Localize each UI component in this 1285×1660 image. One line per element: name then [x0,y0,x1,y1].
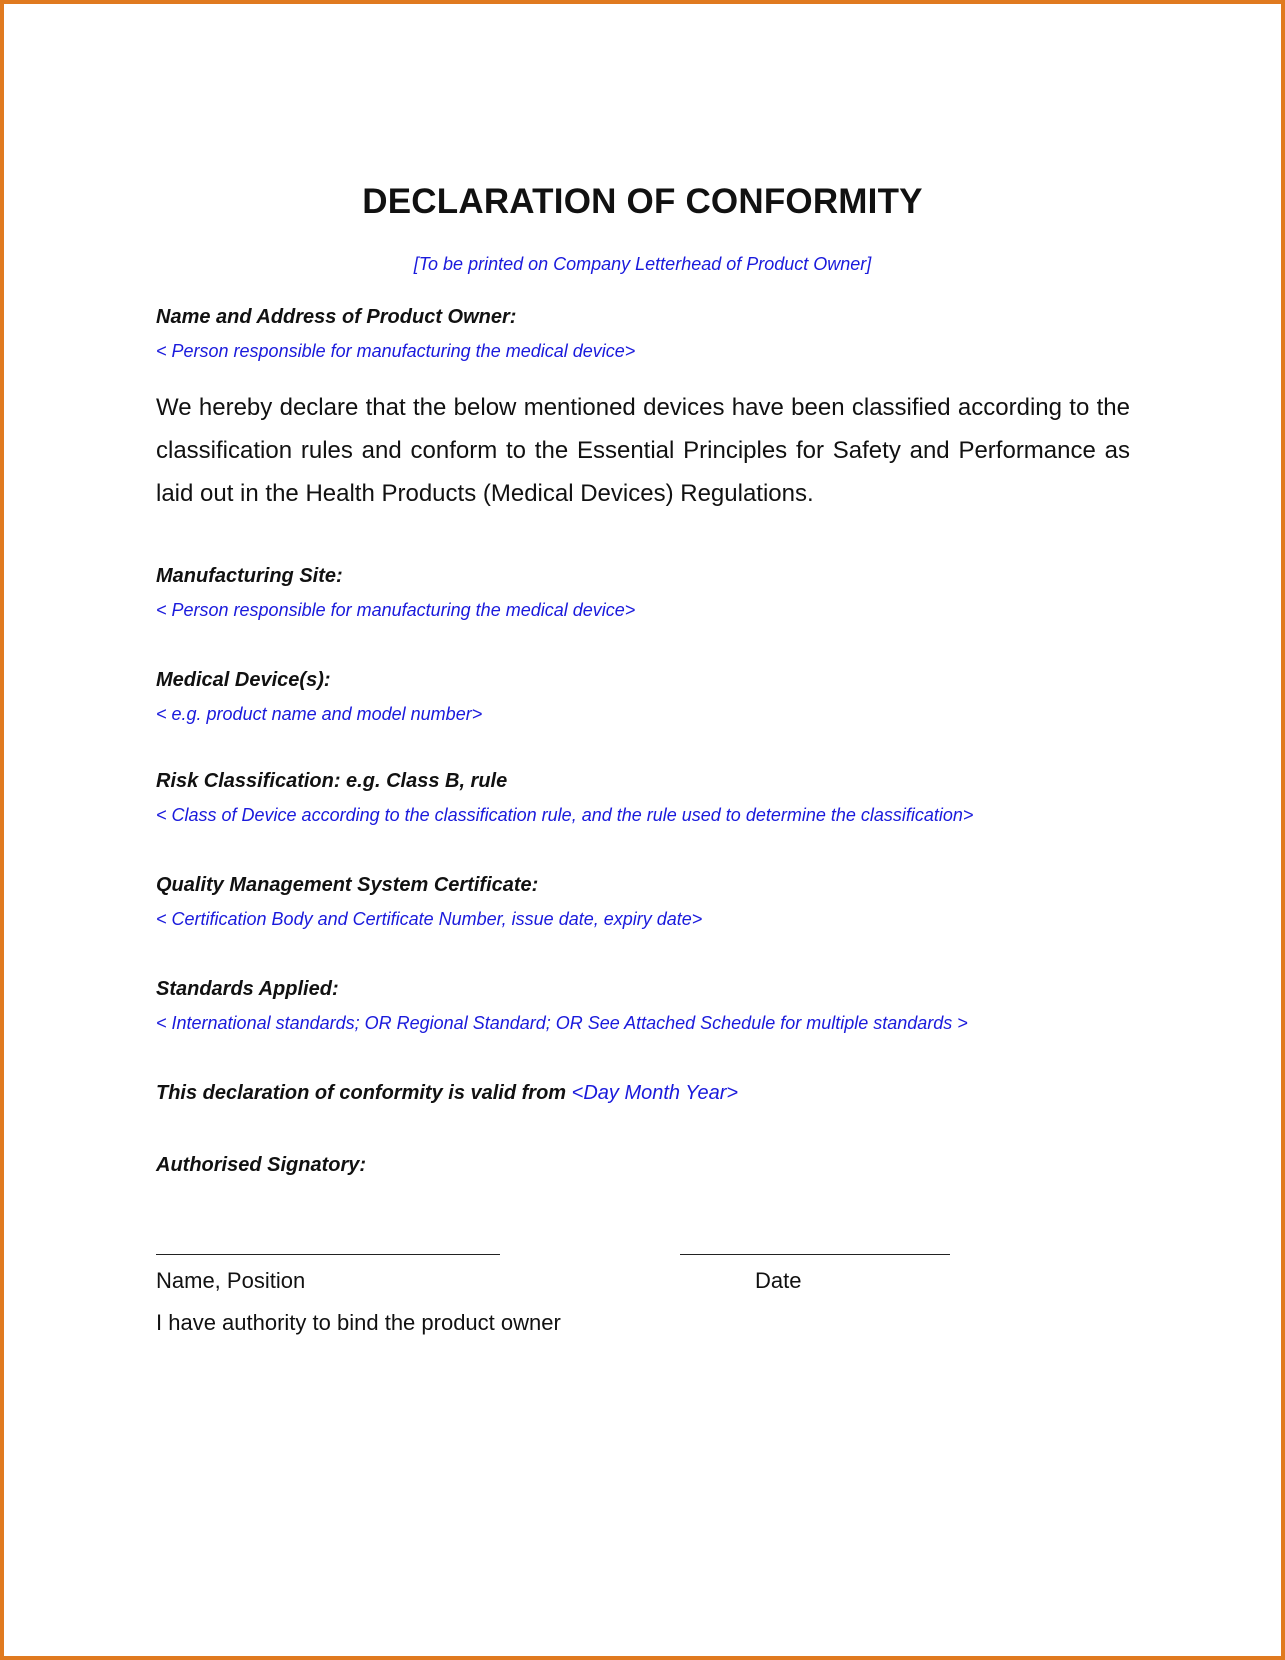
name-position-caption: Name, Position [156,1268,306,1293]
validity-date: <Day Month Year> [571,1082,739,1104]
qms-certificate-hint: < Certification Body and Certificate Number, issue date, expiry date> [156,909,703,929]
validity-line [156,1082,738,1105]
risk-classification-hint: < Class of Device according to the classification rule, and the rule used to determine the classification> [156,805,974,825]
manufacturing-site-label: Manufacturing Site: [156,565,343,587]
signature-line [156,1254,500,1255]
date-caption: Date [755,1268,802,1293]
document-subtitle: [To be printed on Company Letterhead of Product Owner] [413,254,872,274]
medical-devices-label: Medical Device(s): [156,669,331,691]
standards-applied-label: Standards Applied: [156,978,339,1000]
validity-label: This declaration of conformity is valid from [156,1082,567,1104]
manufacturing-site-hint: < Person responsible for manufacturing the medical device> [156,600,636,620]
date-line [680,1254,950,1255]
medical-devices-hint: < e.g. product name and model number> [156,704,483,724]
qms-certificate-label: Quality Management System Certificate: [156,874,539,896]
owner-label: Name and Address of Product Owner: [156,306,517,328]
owner-hint: < Person responsible for manufacturing the medical device> [156,341,636,361]
risk-classification-label: Risk Classification: e.g. Class B, rule [156,770,508,792]
standards-applied-hint: < International standards; OR Regional Standard; OR See Attached Schedule for multiple standards > [156,1013,968,1033]
authority-statement: I have authority to bind the product owner [156,1310,561,1335]
declaration-paragraph: We hereby declare that the below mentioned devices have been classified according to the classification rules and conform to the Essential Principles for Safety and Performance as laid out in the Health Products (Medical Devices) Regulations. [156,394,1130,507]
signatory-label: Authorised Signatory: [156,1154,367,1176]
document-title: DECLARATION OF CONFORMITY [362,182,923,221]
